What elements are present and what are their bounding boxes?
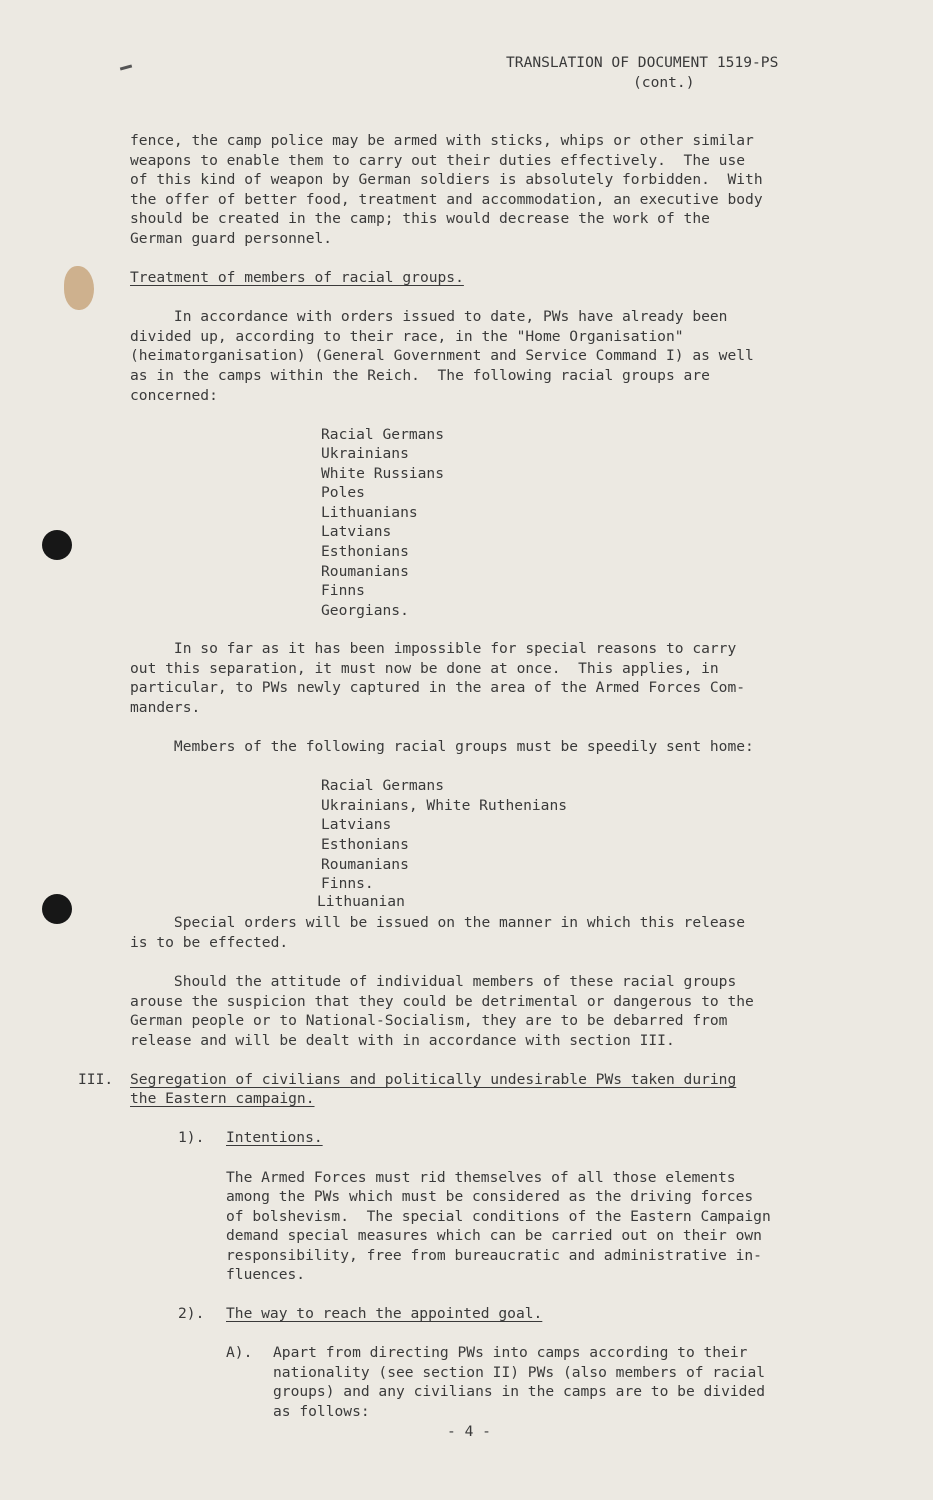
list-item: Esthonians <box>321 836 409 853</box>
document-title: TRANSLATION OF DOCUMENT 1519-PS <box>506 54 779 71</box>
text-line: In so far as it has been impossible for special reasons to carry <box>130 640 737 657</box>
text-line: In accordance with orders issued to date, PWs have already been <box>130 308 728 325</box>
list-item: Georgians. <box>321 602 409 619</box>
item-label: A). <box>226 1344 253 1361</box>
list-item: Lithuanians <box>321 504 418 521</box>
text-line: German guard personnel. <box>130 230 333 247</box>
subsection-label: 2). <box>178 1305 205 1322</box>
text-line: The Armed Forces must rid themselves of all those elements <box>226 1169 736 1186</box>
pencil-mark <box>120 64 132 70</box>
text-line: of bolshevism. The special conditions of the Eastern Campaign <box>226 1208 771 1225</box>
text-line: German people or to National-Socialism, they are to be debarred from <box>130 1012 728 1029</box>
text-line: out this separation, it must now be done at once. This applies, in <box>130 660 719 677</box>
text-line: demand special measures which can be carried out on their own <box>226 1227 762 1244</box>
list-item: Roumanians <box>321 563 409 580</box>
punch-hole-top <box>42 530 72 560</box>
list-item: Latvians <box>321 816 392 833</box>
text-line: as follows: <box>273 1403 370 1420</box>
text-line: the offer of better food, treatment and accommodation, an executive body <box>130 191 763 208</box>
send-home-intro: Members of the following racial groups must be speedily sent home: <box>130 738 754 755</box>
text-line: release and will be dealt with in accordance with section III. <box>130 1032 675 1049</box>
subsection-heading: The way to reach the appointed goal. <box>226 1305 543 1322</box>
list-item: Esthonians <box>321 543 409 560</box>
list-item: Finns. <box>321 875 374 892</box>
text-line: arouse the suspicion that they could be detrimental or dangerous to the <box>130 993 754 1010</box>
list-item: Finns <box>321 582 365 599</box>
list-item: Ukrainians, White Ruthenians <box>321 797 568 814</box>
list-item: Racial Germans <box>321 426 445 443</box>
text-line: Apart from directing PWs into camps according to their <box>273 1344 748 1361</box>
text-line: concerned: <box>130 387 218 404</box>
document-subtitle: (cont.) <box>633 74 695 91</box>
text-line: fence, the camp police may be armed with sticks, whips or other similar <box>130 132 754 149</box>
text-line: divided up, according to their race, in the "Home Organisation" <box>130 328 684 345</box>
text-line: should be created in the camp; this would decrease the work of the <box>130 210 710 227</box>
subsection-heading: Intentions. <box>226 1129 323 1146</box>
text-line: Special orders will be issued on the manner in which this release <box>130 914 746 931</box>
section-heading-line: the Eastern campaign. <box>130 1090 315 1107</box>
text-line: groups) and any civilians in the camps are to be divided <box>273 1383 766 1400</box>
paper-stain <box>64 266 94 310</box>
list-item: White Russians <box>321 465 445 482</box>
text-line: particular, to PWs newly captured in the area of the Armed Forces Com- <box>130 679 746 696</box>
text-line: manders. <box>130 699 201 716</box>
list-item: Ukrainians <box>321 445 409 462</box>
text-line: among the PWs which must be considered as the driving forces <box>226 1188 754 1205</box>
section-heading-racial: Treatment of members of racial groups. <box>130 269 464 286</box>
text-line: (heimatorganisation) (General Government and Service Command I) as well <box>130 347 754 364</box>
list-item: Lithuanian <box>317 893 405 910</box>
section-number: III. <box>78 1071 114 1088</box>
text-line: Should the attitude of individual members of these racial groups <box>130 973 737 990</box>
list-item: Latvians <box>321 523 392 540</box>
page-number: - 4 - <box>447 1423 491 1440</box>
text-line: nationality (see section II) PWs (also members of racial <box>273 1364 766 1381</box>
text-line: responsibility, free from bureaucratic and administrative in- <box>226 1247 762 1264</box>
text-line: as in the camps within the Reich. The following racial groups are <box>130 367 710 384</box>
list-item: Roumanians <box>321 856 409 873</box>
text-line: of this kind of weapon by German soldiers is absolutely forbidden. With <box>130 171 763 188</box>
list-item: Racial Germans <box>321 777 445 794</box>
text-line: is to be effected. <box>130 934 289 951</box>
punch-hole-bottom <box>42 894 72 924</box>
text-line: weapons to enable them to carry out their duties effectively. The use <box>130 152 746 169</box>
list-item: Poles <box>321 484 365 501</box>
section-heading-line: Segregation of civilians and politically undesirable PWs taken during <box>130 1071 737 1088</box>
subsection-label: 1). <box>178 1129 205 1146</box>
text-line: fluences. <box>226 1266 306 1283</box>
